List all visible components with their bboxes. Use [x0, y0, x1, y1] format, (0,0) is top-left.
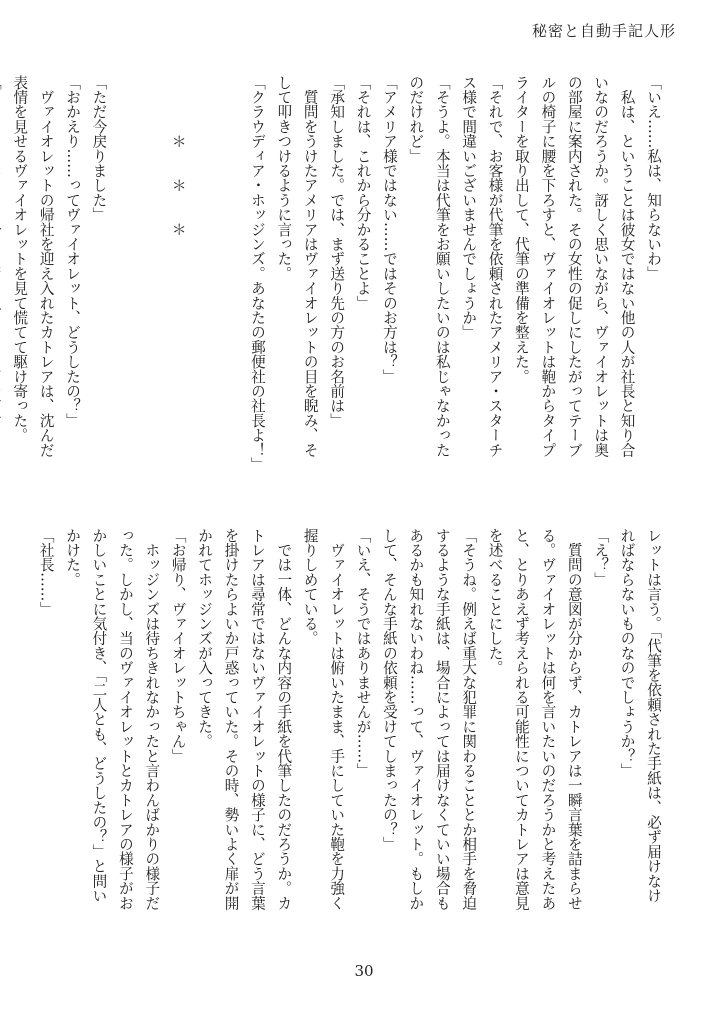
text-line: では一体、どんな内容の手紙を代筆したのだろうか。カ [275, 528, 293, 911]
page-number: 30 [354, 962, 374, 980]
text-line: 「社長……」 [37, 528, 55, 617]
text-line: る。ヴァイオレットは何を言いたいのだろうかと考えたあ [539, 528, 557, 911]
text-line: の部屋に案内された。その女性の促しにしたがってテーブ [565, 75, 583, 458]
text-line: 表情を見せるヴァイオレットを見て慌てて駆け寄った。 [11, 75, 29, 443]
text-line: を掛けたらよいか戸惑っていた。その時、勢いよく扉が開 [222, 528, 240, 911]
text-line: トレアは尋常ではないヴァイオレットの様子に、どう言葉 [248, 528, 266, 911]
text-line: レットは言う。「代筆を依頼された手紙は、必ず届けなけ [645, 528, 662, 903]
text-line: った。しかし、当のヴァイオレットとカトレアの様子がお [116, 528, 134, 911]
text-line [191, 75, 217, 515]
text-line: ヴァイオレットは俯いたまま、手にしていた鞄を力強く [328, 528, 346, 911]
text-line: 「それは、これから分かることよ」 [354, 75, 372, 311]
text-line [111, 75, 137, 515]
text-line: ホッジンズは待ちきれなかったと言わんばかりの様子だ [143, 528, 161, 911]
text-line: ればならないものなのでしょうか？」 [618, 528, 636, 778]
text-line: して叩きつけるように言った。 [275, 75, 293, 281]
text-line: ス様で間違いございませんでしょうか」 [460, 75, 478, 340]
text-line: ライターを取り出して、代筆の準備を整えた。 [512, 75, 530, 384]
text-line: 「お帰り、ヴァイオレットちゃん」 [169, 528, 187, 764]
upper-text-block [0, 75, 666, 515]
text-line: 「そうよ。本当は代筆をお願いしたいのは私じゃなかった [433, 75, 451, 458]
text-line: 「そうね。例えば重大な犯罪に関わることとか相手を脅迫 [460, 528, 478, 911]
text-line: を述べることにした。 [486, 528, 504, 675]
text-line: 「いえ、そうではありませんが……」 [354, 528, 372, 778]
text-line: かけた。 [64, 528, 82, 587]
text-line [217, 75, 243, 515]
text-line: 質問をうけたアメリアはヴァイオレットの目を睨み、そ [301, 75, 319, 458]
running-header-title: 秘密と自動手記人形 [531, 22, 676, 40]
text-line: するような手紙は、場合によっては届けなくていい場合も [433, 528, 451, 911]
text-line: 「承知しました。では、まず送り先の方のお名前は」 [328, 75, 346, 428]
text-line [138, 75, 164, 515]
text-line: 「ただ今戻りました」 [90, 75, 108, 222]
text-line: 私は、ということは彼女ではない他の人が社長と知り合 [618, 75, 636, 458]
text-line: あるかも知れないわね……って、ヴァイオレット。もしか [407, 528, 425, 911]
text-line: 「おかえり……ってヴァイオレット、どうしたの？」 [64, 75, 82, 428]
text-line: して、そんな手紙の依頼を受けてしまったの？」 [380, 528, 398, 852]
text-line: 「クラウディア・ホッジンズ。あなたの郵便社の社長よ！」 [248, 75, 266, 472]
text-line: ルの椅子に腰を下ろすと、ヴァイオレットは鞄からタイプ [539, 75, 557, 458]
text-line: ＊ ＊ ＊ [169, 75, 187, 237]
lower-text-block [32, 528, 666, 968]
text-line: 「え？」 [592, 528, 610, 587]
text-line: 「いえ……私は、知らないわ」 [645, 75, 662, 281]
text-line: 質問の意図が分からず、カトレアは一瞬言葉を詰まらせ [565, 528, 583, 911]
text-line: と、とりあえず考えられる可能性についてカトレアは意見 [512, 528, 530, 911]
text-line: 「それで、お客様が代筆を依頼されたアメリア・スターチ [486, 75, 504, 458]
text-line: 「アメリア様ではない……ではそのお方は？」 [380, 75, 398, 384]
text-line [0, 75, 6, 515]
text-line: かれてホッジンズが入ってきた。 [196, 528, 214, 749]
text-line: ヴァイオレットの帰社を迎え入れたカトレアは、沈んだ [37, 75, 55, 458]
text-line: いなのだろうか。訝しく思いながら、ヴァイオレットは奥 [592, 75, 610, 458]
text-line: 握りしめている。 [301, 528, 319, 646]
text-line: のだけれど」 [407, 75, 425, 164]
text-line: かしいことに気付き、「二人とも、どうしたの？」と問い [90, 528, 108, 903]
